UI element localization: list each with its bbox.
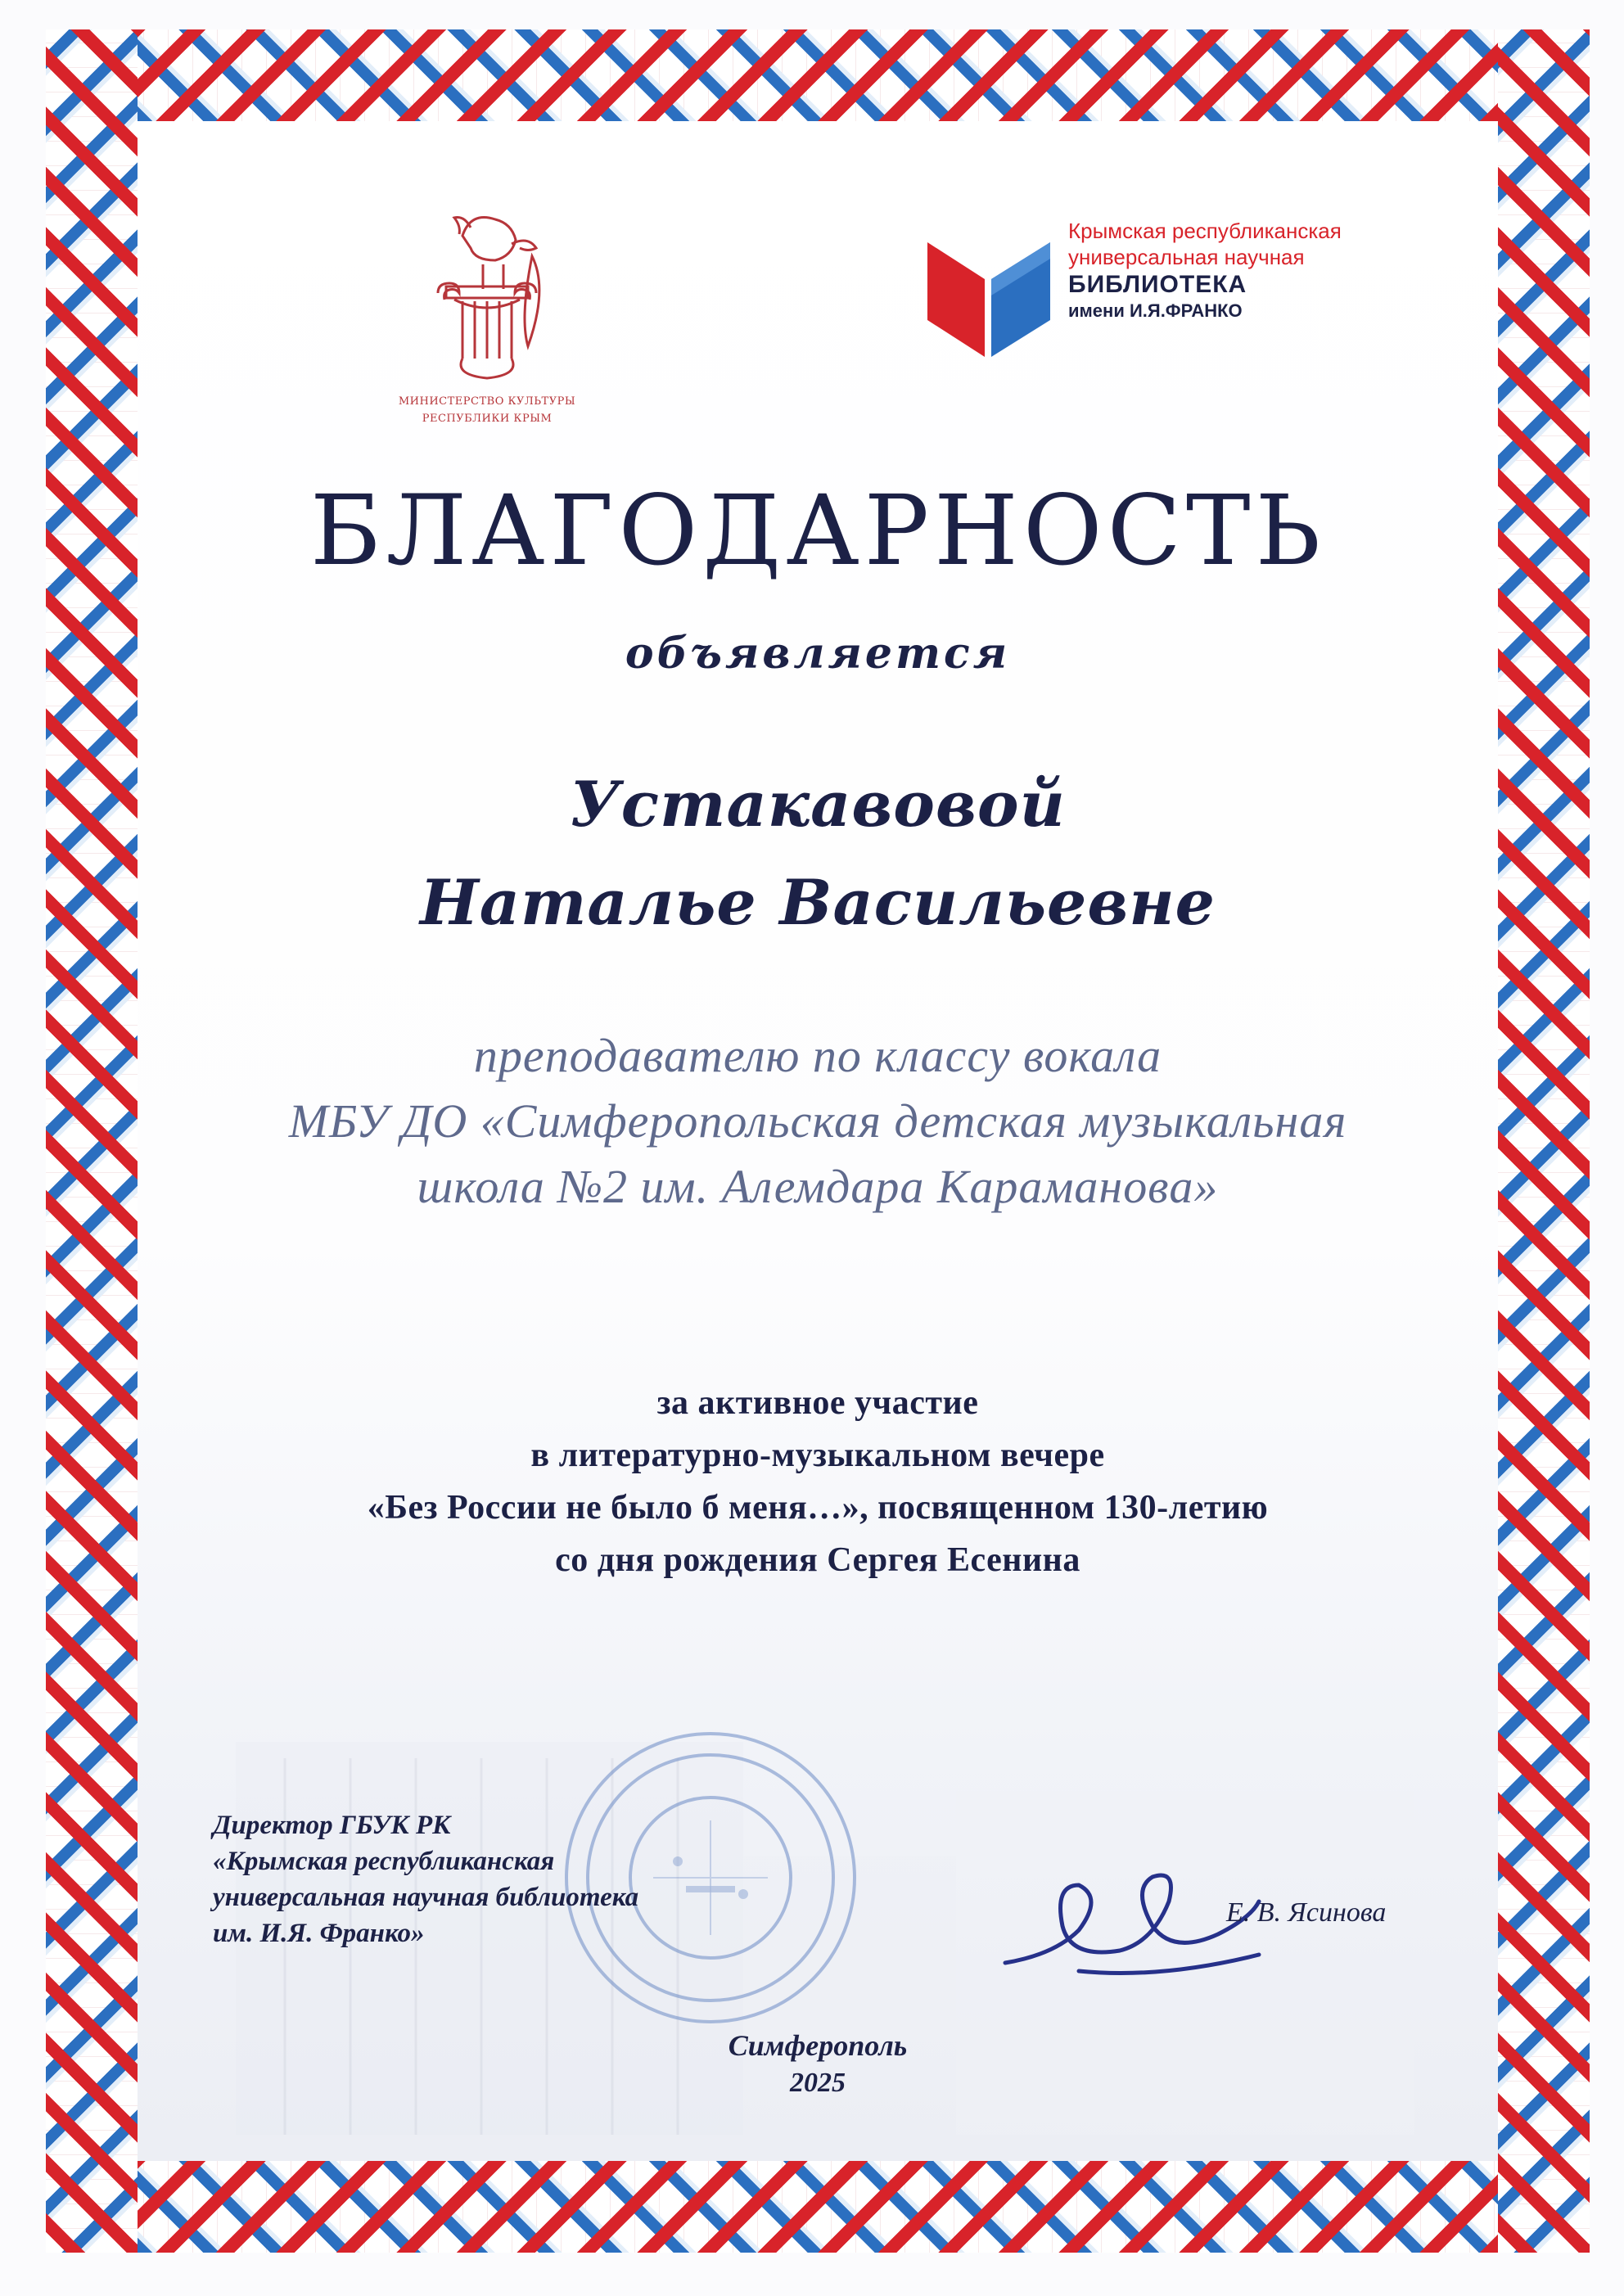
signatory-line-2: «Крымская республиканская (213, 1847, 555, 1876)
recipient-given-names: Наталье Васильевне (419, 866, 1216, 939)
reason-line-2: в литературно-музыкальном вечере (530, 1437, 1105, 1474)
decorative-border-left (46, 29, 138, 2253)
decorative-border-top (46, 29, 1590, 121)
year: 2025 (790, 2068, 846, 2098)
position-line-2: МБУ ДО «Симферопольская детская музыкальная (288, 1094, 1347, 1148)
ministry-caption-line2: РЕСПУБЛИКИ КРЫМ (422, 413, 553, 425)
position-line-1: преподавателю по классу вокала (473, 1029, 1162, 1082)
decorative-border-bottom (46, 2161, 1590, 2253)
recipient-surname: Устакавовой (570, 768, 1066, 841)
ministry-caption-line1: МИНИСТЕРСТВО КУЛЬТУРЫ (398, 395, 576, 408)
signer-name: Е. В. Ясинова (1226, 1897, 1387, 1928)
signatory-block (213, 1807, 786, 1951)
reason-line-3: «Без России не было б меня…», посвященном 130-летию (367, 1489, 1269, 1527)
city: Симферополь (728, 2029, 908, 2062)
signatory-line-1: Директор ГБУК РК (213, 1811, 451, 1840)
reason-line-1: за активное участие (656, 1384, 979, 1422)
ministry-logo (372, 195, 602, 465)
library-name-line1: Крымская республиканская (1068, 219, 1342, 243)
certificate-body (138, 121, 1498, 2161)
open-book-logo-icon (927, 210, 1058, 357)
decorative-border-right (1498, 29, 1590, 2253)
signatory-line-4: им. И.Я. Франко» (213, 1919, 425, 1948)
library-name-line4: имени И.Я.ФРАНКО (1068, 300, 1243, 321)
library-name-line2: универсальная научная (1068, 245, 1305, 269)
signatory-line-3: универсальная научная библиотека (213, 1883, 639, 1912)
crimea-culture-ministry-emblem-icon (413, 195, 561, 391)
library-logo (927, 210, 1353, 373)
announce-text: объявляется (625, 629, 1011, 679)
certificate-title: БЛАГОДАРНОСТЬ (309, 474, 1326, 587)
reason-line-4: со дня рождения Сергея Есенина (555, 1541, 1080, 1579)
position-line-3: школа №2 им. Алемдара Карамановa» (417, 1160, 1219, 1213)
library-name-line3: БИБЛИОТЕКА (1068, 271, 1247, 298)
